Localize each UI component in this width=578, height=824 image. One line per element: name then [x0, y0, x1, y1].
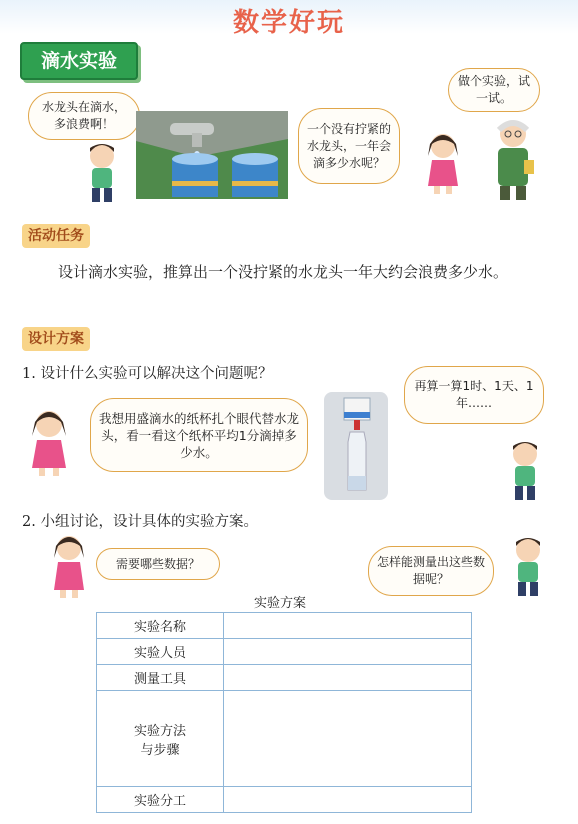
speech-bubble-boy-measure [368, 546, 494, 596]
lesson-title-badge: 滴水实验 [20, 42, 138, 80]
speech-bubble-boy-design [404, 366, 544, 424]
table-row [97, 639, 472, 665]
row-label-people: 实验人员 [97, 639, 224, 665]
bubble-text: 怎样能测量出这些数据呢？ [377, 555, 486, 586]
boy-illustration [506, 534, 550, 598]
teacher-illustration [486, 116, 540, 202]
row-cell-division[interactable] [224, 787, 472, 813]
table-row [97, 691, 472, 787]
girl-illustration [46, 532, 92, 600]
speech-bubble-girl-data [96, 548, 220, 580]
speech-bubble-girl-design [90, 398, 308, 472]
row-label-name: 实验名称 [97, 613, 224, 639]
row-cell-people[interactable] [224, 639, 472, 665]
row-cell-name[interactable] [224, 613, 472, 639]
table-row [97, 665, 472, 691]
bottle-photo [324, 392, 388, 500]
table-row [97, 613, 472, 639]
table-caption: 实验方案 [254, 596, 307, 611]
row-label-method-line1: 实验方法 [133, 723, 186, 739]
row-label-method-line2: 与步骤 [140, 742, 180, 758]
row-cell-tools[interactable] [224, 665, 472, 691]
bubble-text: 需要哪些数据？ [115, 556, 200, 571]
bubble-text: 做个实验，试一试。 [457, 74, 530, 105]
row-label-method [97, 691, 224, 787]
bubble-text: 水龙头在滴水，多浪费啊！ [41, 100, 126, 131]
speech-bubble-teacher [448, 68, 540, 112]
question-2: 2. 小组讨论，设计具体的实验方案。 [22, 514, 258, 530]
bubble-text: 一个没有拧紧的水龙头，一年会滴多少水呢？ [307, 121, 392, 170]
plan-table [96, 612, 472, 813]
girl-illustration [24, 406, 74, 478]
speech-bubble-girl-top [28, 92, 140, 140]
design-plan-label: 设计方案 [22, 327, 90, 351]
boy-illustration [78, 140, 126, 206]
page-title: 数学好玩 [232, 8, 345, 38]
boy-illustration [502, 438, 548, 504]
row-label-tools: 测量工具 [97, 665, 224, 691]
activity-task-label: 活动任务 [22, 224, 90, 248]
question-1: 1. 设计什么实验可以解决这个问题呢？ [22, 366, 273, 382]
row-cell-method[interactable] [224, 691, 472, 787]
bubble-text: 我想用盛滴水的纸杯扎个眼代替水龙头，看一看这个纸杯平均1分滴掉多少水。 [99, 410, 300, 460]
table-row [97, 787, 472, 813]
faucet-photo [136, 111, 288, 199]
activity-task-text: 设计滴水实验，推算出一个没拧紧的水龙头一年大约会浪费多少水。 [58, 263, 509, 281]
row-label-division: 实验分工 [97, 787, 224, 813]
bubble-text: 再算一算1时、1天、1年…… [414, 379, 534, 410]
girl-illustration [420, 130, 466, 196]
speech-bubble-kid-mid [298, 108, 400, 184]
